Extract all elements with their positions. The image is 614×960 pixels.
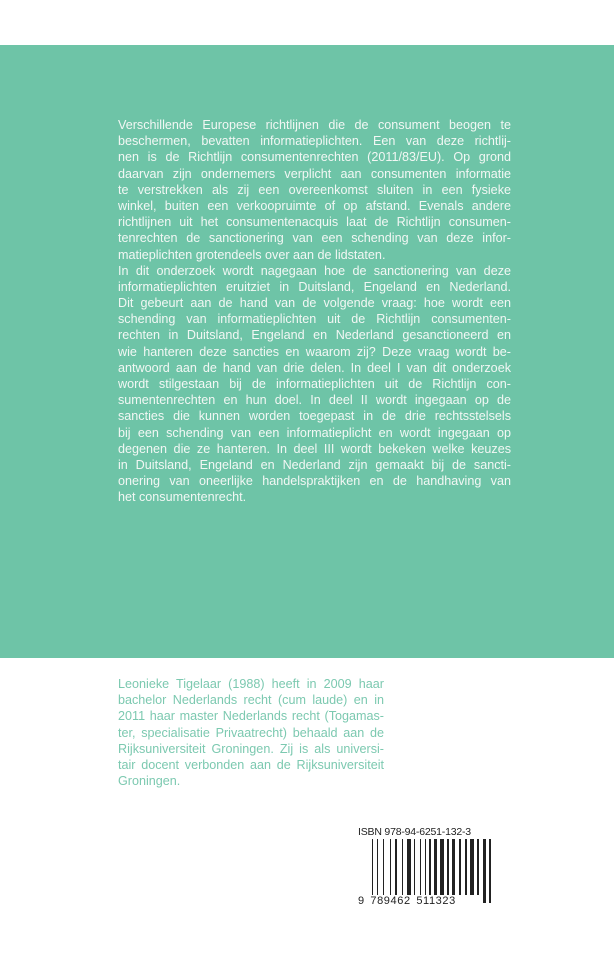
blurb-line: bij een schending van een informatieplicht en wordt ingegaan op: [118, 425, 511, 440]
barcode-bar: [465, 839, 466, 895]
blurb-line: nen is de Richtlijn consumentenrechten (2011/83/EU). Op grond: [118, 150, 511, 165]
barcode-bar: [402, 839, 403, 895]
barcode-bar: [425, 839, 426, 895]
blurb-line: daarvan zijn ondernemers verplicht aan consumenten informatie: [118, 166, 511, 181]
blurb-line: onering van oneerlijke handelspraktijken en de handhaving van: [118, 474, 511, 489]
barcode-digits: [357, 895, 457, 907]
blurb-line: degenen die ze hanteren. In deel III wordt bekeken welke keuzes: [118, 441, 511, 456]
barcode-left-digits: 789462: [370, 895, 411, 907]
barcode-bar: [377, 839, 378, 903]
barcode-bar: [440, 839, 444, 895]
bio-line: Leonieke Tigelaar (1988) heeft in 2009 haar: [118, 677, 384, 691]
barcode-bar: [383, 839, 384, 895]
blurb-line: in Duitsland, Engeland en Nederland zijn gemaakt bij de sancti-: [118, 457, 511, 472]
barcode-right-digits: 511323: [416, 895, 456, 907]
blurb-line: Verschillende Europese richtlijnen die de consument beogen te: [118, 118, 511, 132]
blurb-line: winkel, buiten een verkoopruimte of op afstand. Evenals andere: [118, 198, 511, 213]
blurb-line: schending van informatieplichten uit de Richtlijn consumenten-: [118, 312, 511, 327]
barcode-bar: [395, 839, 398, 895]
blurb-line: Dit gebeurt aan de hand van de volgende vraag: hoe wordt een: [118, 296, 511, 311]
bio-line: ter, specialisatie Privaatrecht) behaald aan de: [118, 725, 384, 740]
bio-line: bachelor Nederlands recht (cum laude) en in: [118, 693, 384, 708]
bio-line: Groningen.: [118, 774, 181, 789]
barcode-bar: [390, 839, 391, 895]
blurb-line: In dit onderzoek wordt nagegaan hoe de sanctionering van deze: [118, 263, 511, 278]
barcode-bar: [459, 839, 460, 895]
blurb-line: sumentenrechten en hun doel. In deel II wordt ingegaan op de: [118, 393, 511, 408]
blurb-line: beschermen, bevatten informatieplichten. Een van deze richtlij-: [118, 134, 511, 149]
blurb-line: matieplichten grotendeels over aan de lidstaten.: [118, 247, 386, 262]
barcode-bar: [407, 839, 411, 895]
blurb-line: antwoord aan de hand van drie delen. In deel I van dit onderzoek: [118, 360, 511, 375]
barcode-lead-digit: 9: [358, 895, 365, 907]
barcode: [372, 839, 486, 903]
barcode-bar: [429, 839, 430, 903]
blurb-line: rechten in Duitsland, Engeland en Nederland gesanctioneerd en: [118, 328, 511, 343]
bio-line: tair docent verbonden aan de Rijksuniversiteit: [118, 757, 384, 772]
barcode-bar: [483, 839, 486, 903]
bio-line: Rijksuniversiteit Groningen. Zij is als universi-: [118, 741, 384, 756]
blurb-line: richtlijnen uit het consumentenacquis laat de Richtlijn consumen-: [118, 215, 511, 230]
barcode-bar: [452, 839, 455, 895]
barcode-bar: [414, 839, 415, 895]
blurb-line: wie hanteren deze sancties en waarom zij? Deze vraag wordt be-: [118, 344, 511, 359]
bio-line: 2011 haar master Nederlands recht (Togamas-: [118, 709, 384, 724]
blurb-line: te verstrekken als zij een overeenkomst sluiten in een fysieke: [118, 182, 511, 197]
author-bio: [118, 676, 384, 789]
blurb-line: informatieplichten eruitziet in Duitsland, Engeland en Nederland.: [118, 279, 511, 294]
barcode-bar: [447, 839, 448, 895]
blurb-line: tenrechten de sanctionering van een schending van deze infor-: [118, 231, 511, 246]
blurb-line: het consumentenrecht.: [118, 490, 247, 505]
barcode-bar: [489, 839, 490, 903]
blurb-line: wordt stilgestaan bij de informatieplichten uit de Richtlijn con-: [118, 377, 511, 391]
isbn-label: ISBN 978-94-6251-132-3: [358, 826, 471, 838]
barcode-bar: [434, 839, 437, 903]
blurb-line: sancties die kunnen worden toegepast in de drie rechtsstelsels: [118, 409, 511, 424]
barcode-bar: [470, 839, 474, 895]
barcode-bar: [420, 839, 421, 895]
back-cover-blurb: [118, 117, 511, 506]
barcode-bar: [477, 839, 478, 895]
barcode-bar: [372, 839, 373, 903]
